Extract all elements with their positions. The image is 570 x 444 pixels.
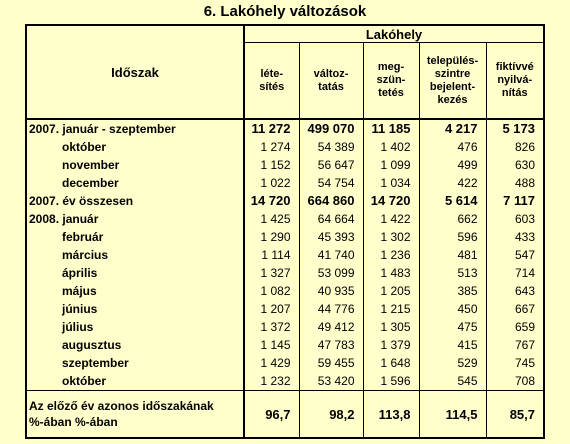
cell-value: 433 xyxy=(486,228,544,246)
table-row xyxy=(26,156,544,174)
cell-value: 1 429 xyxy=(244,354,299,372)
column-header xyxy=(244,43,299,119)
table-row xyxy=(26,318,544,336)
cell-value: 476 xyxy=(419,138,486,156)
cell-value: 529 xyxy=(419,354,486,372)
column-header-line: változ- xyxy=(313,67,349,80)
column-header-line: nítás xyxy=(501,87,528,100)
column-header-line: fiktívvé xyxy=(495,61,534,74)
table-row xyxy=(26,264,544,282)
cell-value: 1 290 xyxy=(244,228,299,246)
cell-value: 667 xyxy=(486,300,544,318)
cell-value: 44 776 xyxy=(299,300,363,318)
cell-value: 40 935 xyxy=(299,282,363,300)
cell-value: 714 xyxy=(486,264,544,282)
cell-value: 14 720 xyxy=(363,192,419,210)
cell-value: 630 xyxy=(486,156,544,174)
column-header-line: tatás xyxy=(318,80,344,93)
cell-value: 1 425 xyxy=(244,210,299,228)
column-header-line: léte- xyxy=(260,67,284,80)
cell-value: 1 082 xyxy=(244,282,299,300)
row-label: 2007. év összesen xyxy=(26,192,244,210)
row-label: 2008. január xyxy=(26,210,244,228)
row-label: 2007. január - szeptember xyxy=(26,119,244,138)
row-label: december xyxy=(26,174,244,192)
row-label: szeptember xyxy=(26,354,244,372)
cell-value: 5 173 xyxy=(486,119,544,138)
table-row xyxy=(26,138,544,156)
cell-value: 662 xyxy=(419,210,486,228)
cell-value: 767 xyxy=(486,336,544,354)
footer-value: 96,7 xyxy=(244,391,299,439)
cell-value: 1 274 xyxy=(244,138,299,156)
column-header-line: település- xyxy=(426,54,479,67)
cell-value: 1 483 xyxy=(363,264,419,282)
column-header xyxy=(419,43,486,119)
cell-value: 1 034 xyxy=(363,174,419,192)
cell-value: 1 305 xyxy=(363,318,419,336)
column-header xyxy=(486,43,544,119)
column-header-line: kezés xyxy=(437,93,468,106)
cell-value: 49 412 xyxy=(299,318,363,336)
cell-value: 4 217 xyxy=(419,119,486,138)
cell-value: 1 302 xyxy=(363,228,419,246)
column-header xyxy=(363,43,419,119)
cell-value: 422 xyxy=(419,174,486,192)
cell-value: 1 145 xyxy=(244,336,299,354)
cell-value: 1 022 xyxy=(244,174,299,192)
table-row xyxy=(26,228,544,246)
group-header: Lakóhely xyxy=(244,25,544,43)
cell-value: 603 xyxy=(486,210,544,228)
column-header xyxy=(299,43,363,119)
cell-value: 826 xyxy=(486,138,544,156)
cell-value: 1 402 xyxy=(363,138,419,156)
cell-value: 596 xyxy=(419,228,486,246)
cell-value: 1 207 xyxy=(244,300,299,318)
cell-value: 54 389 xyxy=(299,138,363,156)
cell-value: 11 185 xyxy=(363,119,419,138)
data-table xyxy=(25,24,545,439)
table-row xyxy=(26,174,544,192)
footer-value: 85,7 xyxy=(486,391,544,439)
cell-value: 385 xyxy=(419,282,486,300)
cell-value: 481 xyxy=(419,246,486,264)
row-label: augusztus xyxy=(26,336,244,354)
cell-value: 41 740 xyxy=(299,246,363,264)
cell-value: 450 xyxy=(419,300,486,318)
footer-label xyxy=(26,391,244,439)
row-label: július xyxy=(26,318,244,336)
cell-value: 1 648 xyxy=(363,354,419,372)
period-header: Időszak xyxy=(26,25,244,119)
table-row xyxy=(26,372,544,391)
cell-value: 53 420 xyxy=(299,372,363,391)
row-label: május xyxy=(26,282,244,300)
cell-value: 545 xyxy=(419,372,486,391)
row-label: november xyxy=(26,156,244,174)
cell-value: 1 327 xyxy=(244,264,299,282)
cell-value: 415 xyxy=(419,336,486,354)
cell-value: 59 455 xyxy=(299,354,363,372)
table-row xyxy=(26,246,544,264)
footer-value: 98,2 xyxy=(299,391,363,439)
footer-label-line: %-ában %-ában xyxy=(29,415,118,429)
table-row xyxy=(26,300,544,318)
column-header-line: meg- xyxy=(377,61,405,74)
footer-row xyxy=(26,391,544,439)
row-label: június xyxy=(26,300,244,318)
cell-value: 745 xyxy=(486,354,544,372)
table-row xyxy=(26,336,544,354)
cell-value: 1 236 xyxy=(363,246,419,264)
table-row xyxy=(26,119,544,138)
cell-value: 659 xyxy=(486,318,544,336)
row-label: március xyxy=(26,246,244,264)
cell-value: 1 379 xyxy=(363,336,419,354)
column-header-line: bejelent- xyxy=(429,80,476,93)
cell-value: 1 114 xyxy=(244,246,299,264)
footer-label-line: Az előző év azonos időszakának xyxy=(29,399,214,413)
cell-value: 53 099 xyxy=(299,264,363,282)
cell-value: 643 xyxy=(486,282,544,300)
table-row xyxy=(26,210,544,228)
cell-value: 5 614 xyxy=(419,192,486,210)
cell-value: 47 783 xyxy=(299,336,363,354)
table-row xyxy=(26,192,544,210)
row-label: április xyxy=(26,264,244,282)
row-label: október xyxy=(26,372,244,391)
cell-value: 475 xyxy=(419,318,486,336)
cell-value: 664 860 xyxy=(299,192,363,210)
cell-value: 14 720 xyxy=(244,192,299,210)
footer-value: 114,5 xyxy=(419,391,486,439)
cell-value: 1 232 xyxy=(244,372,299,391)
cell-value: 488 xyxy=(486,174,544,192)
column-header-line: sítés xyxy=(259,80,285,93)
table-title: 6. Lakóhely változások xyxy=(203,3,367,20)
table-row xyxy=(26,282,544,300)
cell-value: 1 422 xyxy=(363,210,419,228)
cell-value: 45 393 xyxy=(299,228,363,246)
table-row xyxy=(26,354,544,372)
row-label: október xyxy=(26,138,244,156)
column-header-line: szün- xyxy=(376,74,406,87)
cell-value: 1 372 xyxy=(244,318,299,336)
cell-value: 1 205 xyxy=(363,282,419,300)
column-header-line: tetés xyxy=(378,87,404,100)
cell-value: 54 754 xyxy=(299,174,363,192)
cell-value: 11 272 xyxy=(244,119,299,138)
footer-value: 113,8 xyxy=(363,391,419,439)
cell-value: 547 xyxy=(486,246,544,264)
cell-value: 499 070 xyxy=(299,119,363,138)
column-header-line: szintre xyxy=(434,67,471,80)
cell-value: 64 664 xyxy=(299,210,363,228)
cell-value: 56 647 xyxy=(299,156,363,174)
cell-value: 1 215 xyxy=(363,300,419,318)
cell-value: 708 xyxy=(486,372,544,391)
cell-value: 7 117 xyxy=(486,192,544,210)
row-label: február xyxy=(26,228,244,246)
column-header-line: nyilvá- xyxy=(497,74,533,87)
cell-value: 1 099 xyxy=(363,156,419,174)
cell-value: 513 xyxy=(419,264,486,282)
cell-value: 1 152 xyxy=(244,156,299,174)
cell-value: 499 xyxy=(419,156,486,174)
cell-value: 1 596 xyxy=(363,372,419,391)
